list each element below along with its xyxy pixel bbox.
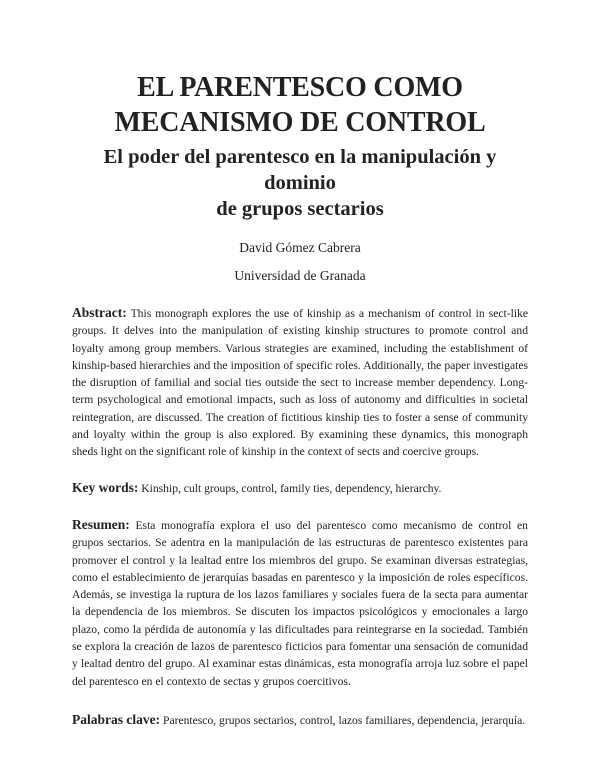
palabras-clave-label: Palabras clave: [72,711,161,727]
palabras-clave-text: Parentesco, grupos sectarios, control, lazos familiares, dependencia, jerarquía. [163,713,526,727]
resumen-label: Resumen: [72,516,130,532]
keywords-text: Kinship, cult groups, control, family ties, dependency, hierarchy. [141,481,442,495]
keywords-section [72,479,528,497]
resumen-section [72,516,528,690]
palabras-clave-section [72,711,528,729]
paper-title [72,70,528,140]
author-name: David Gómez Cabrera [239,240,361,255]
title-line-2: MECANISMO DE CONTROL [114,107,486,138]
title-line-1: EL PARENTESCO COMO [137,72,463,103]
keywords-label: Key words: [72,479,139,495]
author-affiliation: Universidad de Granada [234,268,366,283]
subtitle-line-2: de grupos sectarios [216,198,384,220]
subtitle-line-1: El poder del parentesco en la manipulación y dominio [103,146,497,194]
paper-subtitle [72,144,528,222]
abstract-label: Abstract: [72,305,127,320]
resumen-text: Esta monografía explora el uso del parentesco como mecanismo de control en grupos sectarios. Se adentra en la manipulación de las estructuras de parentesco existentes para promover el control y la lealtad entre los miembros del grupo. Se examinan diversas estrategias, como el establecimiento de jerarquías basadas en parentesco y la imposición de roles específicos. Además, se investiga la ruptura de los lazos familiares y sociales fuera de la secta para aumentar la dependencia de los miembros. Se discuten los impactos psicológicos y emocionales a largo plazo, como la pérdida de autonomía y las dificultades para reintegrarse en la sociedad. También se explora la creación de lazos de parentesco ficticios para fomentar una sensación de comunidad y lealtad dentro del grupo. Al examinar estas dinámicas, esta monografía arroja luz sobre el papel del parentesco en el contexto de sectas y grupos coercitivos. [72,518,528,688]
abstract-section [72,304,528,461]
abstract-text: This monograph explores the use of kinship as a mechanism of control in sect-like groups. It delves into the manipulation of existing kinship structures to promote control and loyalty among group members. Various strategies are examined, including the establishment of kinship-based hierarchies and the imposition of specific roles. Additionally, the paper investigates the disruption of familial and social ties outside the sect to increase member dependency. Long-term psychological and emotional impacts, such as loss of autonomy and difficulties in societal reintegration, are discussed. The creation of fictitious kinship ties to foster a sense of community and loyalty within the group is also explored. By examining these dynamics, this monograph sheds light on the significant role of kinship in the context of sects and coercive groups. [72,307,528,459]
